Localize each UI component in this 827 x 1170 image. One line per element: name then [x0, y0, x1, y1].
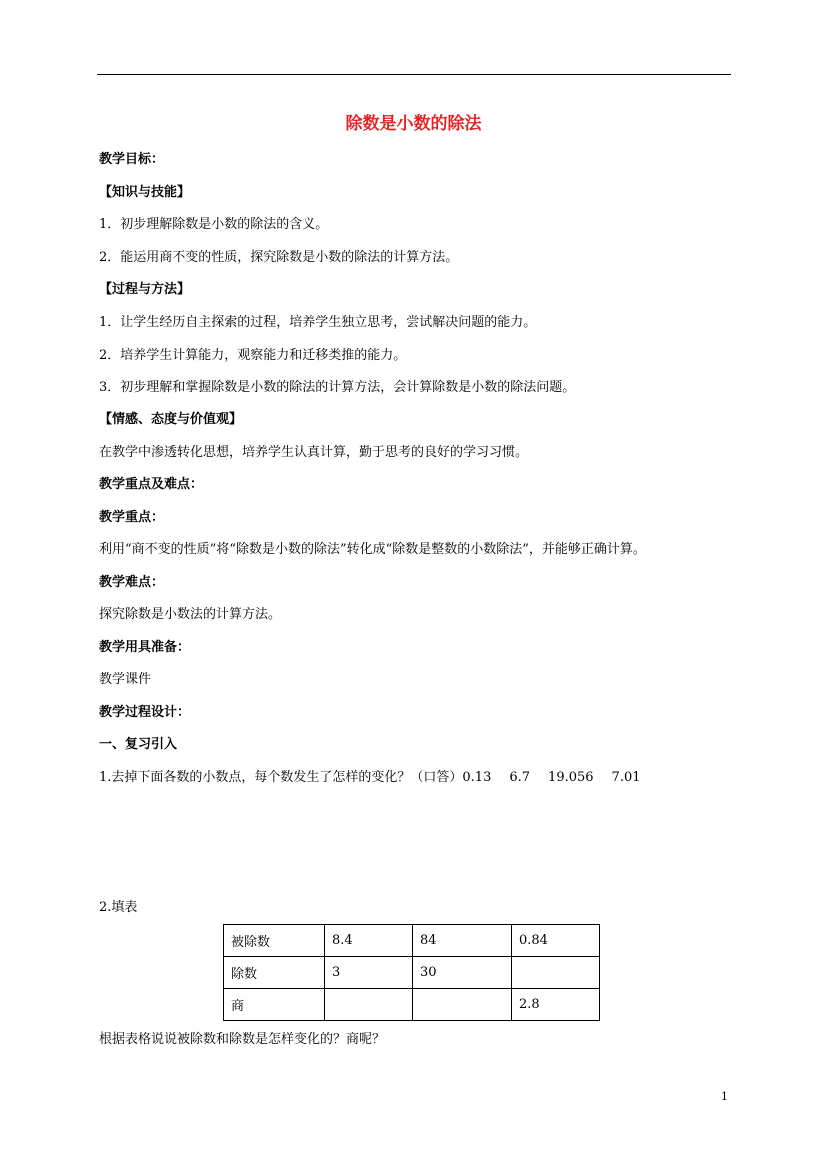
header-rule	[97, 74, 731, 75]
question-2: 2.填表	[99, 900, 138, 915]
page-title: 除数是小数的除法	[345, 114, 482, 134]
teaching-design-heading: 教学过程设计：	[99, 705, 191, 720]
table-cell	[413, 989, 512, 1021]
table-cell: 8.4	[325, 925, 413, 957]
number-item: 6.7	[509, 770, 531, 785]
division-table	[223, 924, 600, 1021]
table-cell	[325, 989, 413, 1021]
review-intro-heading: 一、复习引入	[99, 737, 178, 752]
table-row	[224, 925, 600, 957]
question-1-text: 1.去掉下面各数的小数点，每个数发生了怎样的变化？（口答）	[99, 770, 463, 785]
table-cell: 0.84	[512, 925, 600, 957]
process-method-heading: 【过程与方法】	[99, 282, 191, 297]
difficulty-text: 探究除数是小数法的计算方法。	[99, 607, 282, 622]
difficulty-heading: 教学难点：	[99, 575, 165, 590]
table-row	[224, 989, 600, 1021]
table-cell	[512, 957, 600, 989]
process-item-2: 2．培养学生计算能力，观察能力和迁移类推的能力。	[99, 348, 407, 363]
table-cell: 84	[413, 925, 512, 957]
page-number: 1	[721, 1090, 728, 1103]
key-difficulty-heading: 教学重点及难点：	[99, 477, 204, 492]
process-item-3: 3．初步理解和掌握除数是小数的除法的计算方法，会计算除数是小数的除法问题。	[99, 380, 576, 395]
table-cell: 被除数	[224, 925, 325, 957]
table-cell: 除数	[224, 957, 325, 989]
knowledge-skills-heading: 【知识与技能】	[99, 185, 191, 200]
knowledge-item-1: 1．初步理解除数是小数的除法的含义。	[99, 217, 329, 232]
teaching-tools-heading: 教学用具准备：	[99, 640, 191, 655]
process-item-1: 1．让学生经历自主探索的过程，培养学生独立思考，尝试解决问题的能力。	[99, 315, 537, 330]
emotion-item-1: 在教学中渗透转化思想，培养学生认真计算，勤于思考的良好的学习习惯。	[99, 445, 529, 460]
emotion-attitude-heading: 【情感、态度与价值观】	[99, 412, 243, 427]
teaching-goal-heading: 教学目标：	[99, 152, 165, 167]
table-cell: 2.8	[512, 989, 600, 1021]
question-1	[99, 768, 641, 788]
knowledge-item-2: 2．能运用商不变的性质，探究除数是小数的除法的计算方法。	[99, 250, 459, 265]
after-table-question: 根据表格说说被除数和除数是怎样变化的？商呢？	[99, 1032, 386, 1047]
number-item: 19.056	[548, 770, 594, 785]
table-row	[224, 957, 600, 989]
number-item: 7.01	[611, 770, 641, 785]
key-point-heading: 教学重点：	[99, 510, 165, 525]
question-1-numbers	[462, 770, 640, 785]
teaching-tools-text: 教学课件	[99, 672, 152, 687]
key-point-text: 利用“商不变的性质”将“除数是小数的除法”转化成“除数是整数的小数除法”，并能够正确计算。	[99, 542, 646, 557]
table-cell: 3	[325, 957, 413, 989]
table-cell: 30	[413, 957, 512, 989]
number-item: 0.13	[462, 770, 492, 785]
table-cell: 商	[224, 989, 325, 1021]
